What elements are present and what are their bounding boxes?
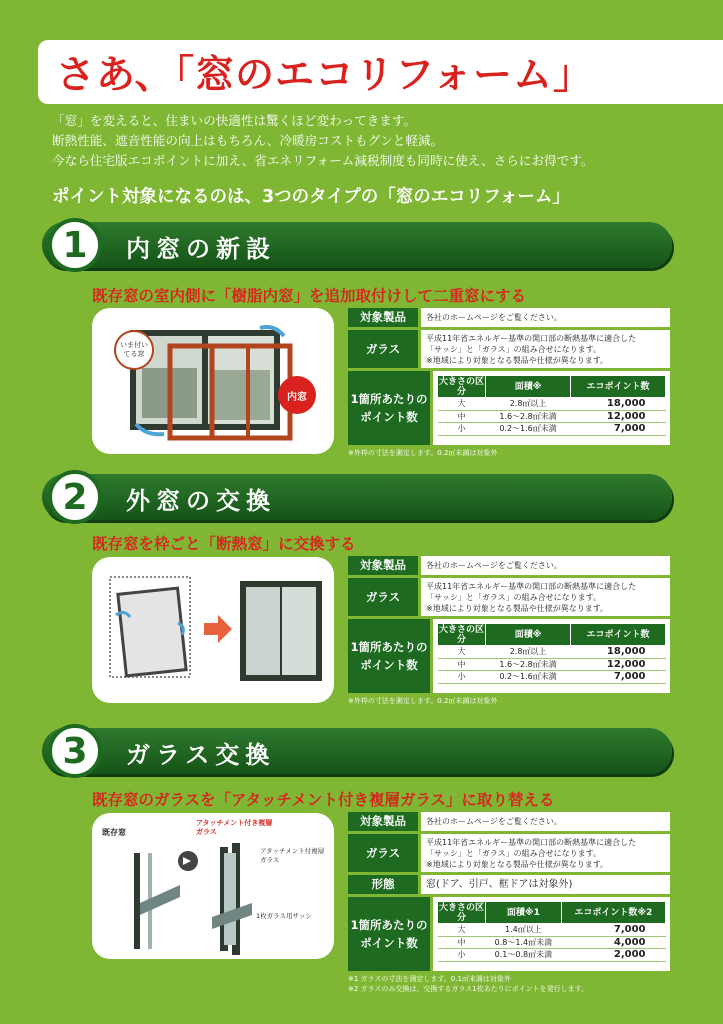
- section-title: ガラス交換: [126, 741, 276, 769]
- size-cell: 小: [438, 423, 486, 436]
- header-area: 面積※1: [486, 902, 562, 924]
- points-cell: 12,000: [571, 658, 666, 671]
- glass-line: 「サッシ」と「ガラス」の組み合せになります。: [426, 344, 601, 354]
- section-number: 2: [48, 470, 102, 524]
- size-cell: 大: [438, 646, 486, 659]
- table-row: [438, 949, 666, 962]
- section-1-info: [348, 308, 670, 458]
- size-cell: 中: [438, 658, 486, 671]
- glass-label: ガラス: [348, 330, 418, 368]
- size-cell: 大: [438, 924, 486, 937]
- glass-value: [421, 578, 670, 616]
- single-glass-sash-caption: 1枚ガラス用サッシ: [256, 912, 312, 920]
- glass-line: ※地域により対象となる製品や仕様が異なります。: [426, 603, 609, 613]
- header-area: 面積※: [486, 624, 571, 646]
- points-cell: 4,000: [561, 936, 665, 949]
- table-row: [438, 924, 666, 937]
- inner-window-tag: 内窓: [278, 376, 316, 414]
- points-label: 1箇所あたりのポイント数: [348, 897, 430, 971]
- header-points: エコポイント数: [571, 624, 666, 646]
- glass-line: 平成11年省エネルギー基準の開口部の断熱基準に適合した: [426, 837, 637, 847]
- glass-line: 平成11年省エネルギー基準の開口部の断熱基準に適合した: [426, 333, 637, 343]
- points-cell: 7,000: [561, 924, 665, 937]
- intro-line: 今なら住宅版エコポイントに加え、省エネリフォーム減税制度も同時に使え、さらにお得です。: [52, 153, 594, 168]
- glass-line: 平成11年省エネルギー基準の開口部の断熱基準に適合した: [426, 581, 637, 591]
- size-cell: 中: [438, 410, 486, 423]
- section-2-illustration: [92, 557, 334, 703]
- size-cell: 大: [438, 398, 486, 411]
- points-table-box: [433, 371, 670, 445]
- area-cell: 0.2～1.6㎡未満: [486, 423, 571, 436]
- table-row: [438, 398, 666, 411]
- table-row: [438, 410, 666, 423]
- header-points: エコポイント数: [571, 376, 666, 398]
- section-3-info: [348, 812, 670, 994]
- points-table: [437, 901, 666, 962]
- area-cell: 1.6～2.8㎡未満: [486, 410, 571, 423]
- section-number: 1: [48, 218, 102, 272]
- intro-line: 「窓」を変えると、住まいの快適性は驚くほど変わってきます。: [52, 113, 417, 128]
- form-value: 窓(ドア、引戸、框ドアは対象外): [421, 875, 670, 894]
- points-cell: 7,000: [571, 423, 666, 436]
- points-table-box: [433, 619, 670, 693]
- table-row: [438, 423, 666, 436]
- area-cell: 2.8㎡以上: [486, 646, 571, 659]
- section-title: 外窓の交換: [126, 487, 276, 515]
- glass-line: 「サッシ」と「ガラス」の組み合せになります。: [426, 848, 601, 858]
- headline-text: さあ、「窓のエコリフォーム」: [56, 53, 593, 98]
- points-table: [437, 375, 666, 436]
- footnote: ※外枠の寸法を測定します。0.2㎡未満は対象外: [348, 449, 498, 457]
- section-2-info: [348, 556, 670, 706]
- section-2-header: [42, 474, 672, 520]
- product-label: 対象製品: [348, 812, 418, 831]
- points-table: [437, 623, 666, 684]
- header-area: 面積※: [486, 376, 571, 398]
- product-label: 対象製品: [348, 556, 418, 575]
- glass-label: ガラス: [348, 834, 418, 872]
- section-3-illustration: [92, 813, 334, 959]
- header-size: 大きさの区分: [438, 624, 484, 645]
- subhead: ポイント対象になるのは、3つのタイプの「窓のエコリフォーム」: [52, 187, 570, 207]
- size-cell: 小: [438, 671, 486, 684]
- footnote: ※1 ガラスの寸法を測定します。0.1㎡未満は対象外: [348, 975, 511, 983]
- existing-window-label: 既存窓: [102, 828, 126, 837]
- section-2-desc: 既存窓を枠ごと「断熱窓」に交換する: [92, 535, 356, 553]
- attachment-glass-caption: アタッチメント付複層ガラス: [260, 847, 325, 864]
- product-label: 対象製品: [348, 308, 418, 327]
- form-label: 形態: [348, 875, 418, 894]
- header-size: 大きさの区分: [438, 376, 484, 397]
- area-cell: 0.8～1.4㎡未満: [486, 936, 562, 949]
- size-cell: 中: [438, 936, 486, 949]
- header-points: エコポイント数※2: [561, 902, 665, 924]
- glass-line: ※地域により対象となる製品や仕様が異なります。: [426, 355, 609, 365]
- area-cell: 1.4㎡以上: [486, 924, 562, 937]
- section-title: 内窓の新設: [126, 235, 276, 263]
- points-label: 1箇所あたりのポイント数: [348, 371, 430, 445]
- table-row: [438, 936, 666, 949]
- section-3-desc: 既存窓のガラスを「アタッチメント付き複層ガラス」に取り替える: [92, 791, 555, 809]
- footnote: ※2 ガラスのみ交換は、交換するガラス1枚あたりにポイントを発行します。: [348, 985, 589, 993]
- points-label: 1箇所あたりのポイント数: [348, 619, 430, 693]
- product-value: 各社のホームページをご覧ください。: [421, 308, 670, 327]
- intro-text: [52, 111, 712, 171]
- headline-banner: [38, 40, 723, 104]
- section-1-desc: 既存窓の室内側に「樹脂内窓」を追加取付けして二重窓にする: [92, 287, 527, 305]
- section-1-illustration: [92, 308, 334, 454]
- existing-window-bubble: いま付いてる窓: [114, 330, 154, 370]
- glass-label: ガラス: [348, 578, 418, 616]
- attachment-glass-label: アタッチメント付き複層ガラス: [196, 819, 273, 836]
- table-row: [438, 646, 666, 659]
- window-replacement-icon: [92, 557, 334, 703]
- points-cell: 18,000: [571, 646, 666, 659]
- table-row: [438, 658, 666, 671]
- points-cell: 12,000: [571, 410, 666, 423]
- section-number: 3: [48, 724, 102, 778]
- points-cell: 7,000: [571, 671, 666, 684]
- area-cell: 1.6～2.8㎡未満: [486, 658, 571, 671]
- area-cell: 0.1～0.8㎡未満: [486, 949, 562, 962]
- glass-line: ※地域により対象となる製品や仕様が異なります。: [426, 859, 609, 869]
- section-3-header: [42, 728, 672, 774]
- glass-line: 「サッシ」と「ガラス」の組み合せになります。: [426, 592, 601, 602]
- header-size: 大きさの区分: [438, 902, 484, 923]
- footnote: ※外枠の寸法を測定します。0.2㎡未満は対象外: [348, 697, 498, 705]
- points-cell: 2,000: [561, 949, 665, 962]
- intro-line: 断熱性能、遮音性能の向上はもちろん、冷暖房コストもグンと軽減。: [52, 133, 444, 148]
- product-value: 各社のホームページをご覧ください。: [421, 556, 670, 575]
- table-row: [438, 671, 666, 684]
- size-cell: 小: [438, 949, 486, 962]
- section-1-header: [42, 222, 672, 268]
- area-cell: 2.8㎡以上: [486, 398, 571, 411]
- area-cell: 0.2～1.6㎡未満: [486, 671, 571, 684]
- points-table-box: [433, 897, 670, 971]
- points-cell: 18,000: [571, 398, 666, 411]
- product-value: 各社のホームページをご覧ください。: [421, 812, 670, 831]
- glass-value: [421, 834, 670, 872]
- glass-value: [421, 330, 670, 368]
